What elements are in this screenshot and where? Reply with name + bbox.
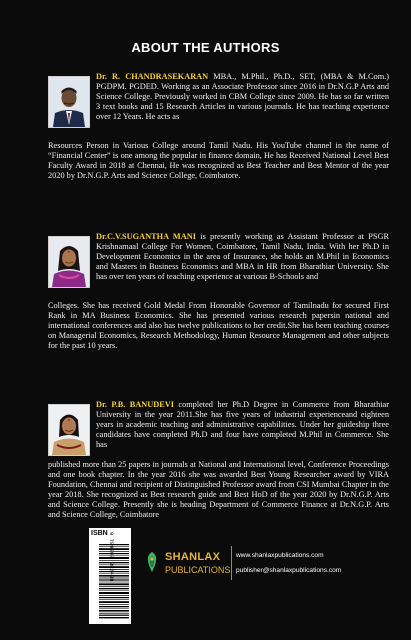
- publisher-tagline: PUBLICATIONS: [165, 565, 231, 575]
- author-photo-chandrasekaran: [48, 76, 90, 128]
- author-name: Dr.C.V.SUGANTHA MANI: [96, 232, 196, 241]
- shanlax-logo-icon: [140, 550, 164, 574]
- author-name: Dr. P.B. BANUDEVI: [96, 400, 174, 409]
- isbn-barcode-box: [89, 528, 131, 624]
- author-bio-text: published more than 25 papers in journals at National and International level, Conference Proceedings and one book chapter. In the year 2016 she was awarded Best Young Researcher award by VIRA Foundation, Chennai and recipient of Distinguished Professor award from CSI Mumbai Chapter in the year 2018. She recognized as Best research guide and Best HoD of the year 2020 by Dr.N.G.P. Arts and Science College. Presently she is heading Department of Commerce Finance at Dr.N.G.P. Arts and Science College, Coimbatore: [48, 460, 389, 519]
- author-bio-text: completed her Ph.D Degree in Commerce from Bharathiar University in the year 2011.She has five years of industrial experienceand eighteen years in academic teaching and administrative capabilities. Under her guideship three candidates have completed Ph.D and four have completed M.Phil in Commerce. She has: [96, 400, 389, 449]
- author-photo-sugantha-mani: [48, 236, 90, 288]
- publisher-website: www.shanlaxpublications.com: [236, 552, 324, 559]
- author-bio-text: MBA., M.Phil., Ph.D., SET, (MBA & M.Com.) PGDPM. PGDED. Working as an Associate Professor since 2016 in Dr.N.G.P Arts and Science College. Previously worked in CBM College since 2009. He has so far written 3 text books and 15 Research Articles in various journals. He has teaching experience over 12 Years. He acts as: [96, 72, 389, 121]
- author-bio-2: [96, 232, 389, 282]
- isbn-number: 9 789390 082498: [108, 532, 115, 582]
- author-photo-banudevi: [48, 404, 90, 456]
- author-bio-3-continued: [48, 460, 389, 519]
- author-bio-2-continued: [48, 301, 389, 351]
- publisher-name: SHANLAX: [165, 551, 221, 563]
- page-title: ABOUT THE AUTHORS: [131, 40, 280, 55]
- author-bio-text: Colleges. She has received Gold Medal From Honorable Governor of Tamilnadu for secured First Rank in MA Business Economics. She has presented various research papersin national and international conferences and also has twelve publications to her credit.She has been teaching courses on Managerial Economics, Research Methodology, Human Resource Management and other subjects for the past 10 years.: [48, 301, 389, 350]
- author-bio-1: [96, 72, 389, 122]
- author-name: Dr. R. CHANDRASEKARAN: [96, 72, 209, 81]
- author-bio-3: [96, 400, 389, 450]
- author-bio-text: is presently working as Assistant Professor at PSGR Krishnamaal College For Women, Coimbatore, Tamil Nadu, India. With her Ph.D in Development Economics in the area of Insurance, she holds an M.Phil in Economics and Masters in Business Economics and MBA in HR from Bharathiar University. She has over ten years of teaching experience at various B-Schools and: [96, 232, 389, 281]
- author-bio-1-continued: [48, 141, 389, 181]
- author-bio-text: Resources Person in Various College around Tamil Nadu. His YouTube channel in the name of “Financial Center” is one among the popular in finance domain, He has Received National Level Best Faculty Award in 2018 at Chennai, He was recognized as Best Teacher and Best Mentor of the year 2020 by Dr.N.G.P. Arts and Science College, Coimbatore.: [48, 141, 389, 180]
- publisher-email: publisher@shanlaxpublications.com: [236, 567, 342, 574]
- isbn-label: ISBN: [91, 530, 108, 537]
- publisher-divider: [231, 546, 232, 580]
